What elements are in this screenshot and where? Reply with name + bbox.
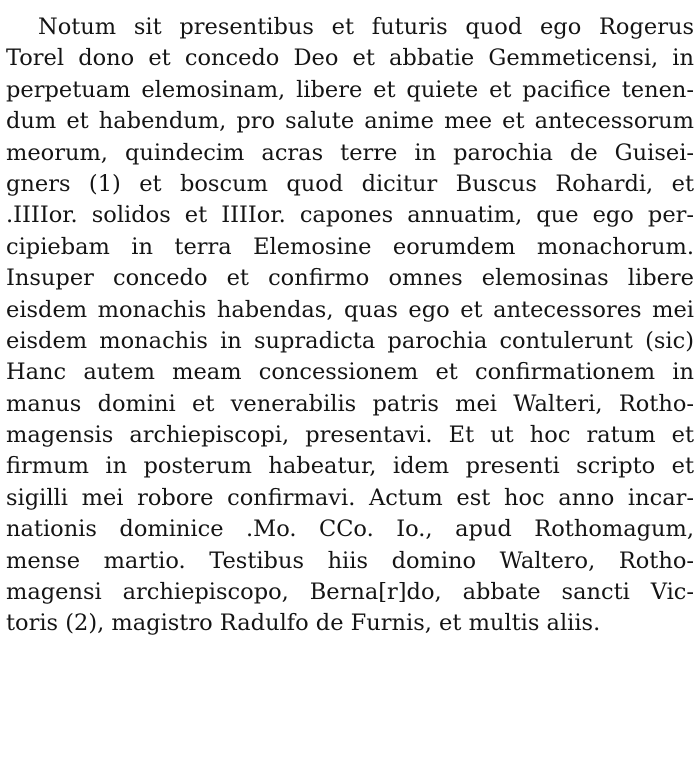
text-line: mense martio. Testibus hiis domino Waltero, Rotho- <box>6 547 694 574</box>
text-line: magensi archiepiscopo, Berna[r]do, abbate sancti Vic- <box>6 579 694 606</box>
text-line: firmum in posterum habeatur, idem presenti scripto et <box>6 453 694 480</box>
text-line: Hanc autem meam concessionem et confirmationem in <box>6 359 694 386</box>
text-line: sigilli mei robore confirmavi. Actum est hoc anno incar- <box>6 484 694 511</box>
text-line: perpetuam elemosinam, libere et quiete et pacifice tenen- <box>6 76 694 103</box>
text-line: cipiebam in terra Elemosine eorumdem monachorum. <box>6 233 694 260</box>
text-line: meorum, quindecim acras terre in parochia de Guisei- <box>6 139 694 166</box>
text-line: Notum sit presentibus et futuris quod ego Rogerus <box>38 14 694 40</box>
charter-text <box>6 12 694 640</box>
text-line: Torel dono et concedo Deo et abbatie Gemmeticensi, in <box>6 45 694 72</box>
text-line: dum et habendum, pro salute anime mee et antecessorum <box>6 108 694 135</box>
text-line: nationis dominice .Mo. CCo. Io., apud Rothomagum, <box>6 516 694 543</box>
text-line: gners (1) et boscum quod dicitur Buscus Rohardi, et <box>6 170 694 197</box>
text-line: Insuper concedo et confirmo omnes elemosinas libere <box>6 265 694 292</box>
text-line: toris (2), magistro Radulfo de Furnis, et multis aliis. <box>6 610 601 637</box>
text-line: manus domini et venerabilis patris mei Walteri, Rotho- <box>6 390 694 417</box>
text-line: magensis archiepiscopi, presentavi. Et ut hoc ratum et <box>6 422 694 449</box>
text-line: eisdem monachis in supradicta parochia contulerunt (sic) <box>6 327 694 354</box>
text-line: eisdem monachis habendas, quas ego et antecessores mei <box>6 296 694 323</box>
text-line: .IIIIor. solidos et IIIIor. capones annuatim, que ego per- <box>6 202 694 229</box>
